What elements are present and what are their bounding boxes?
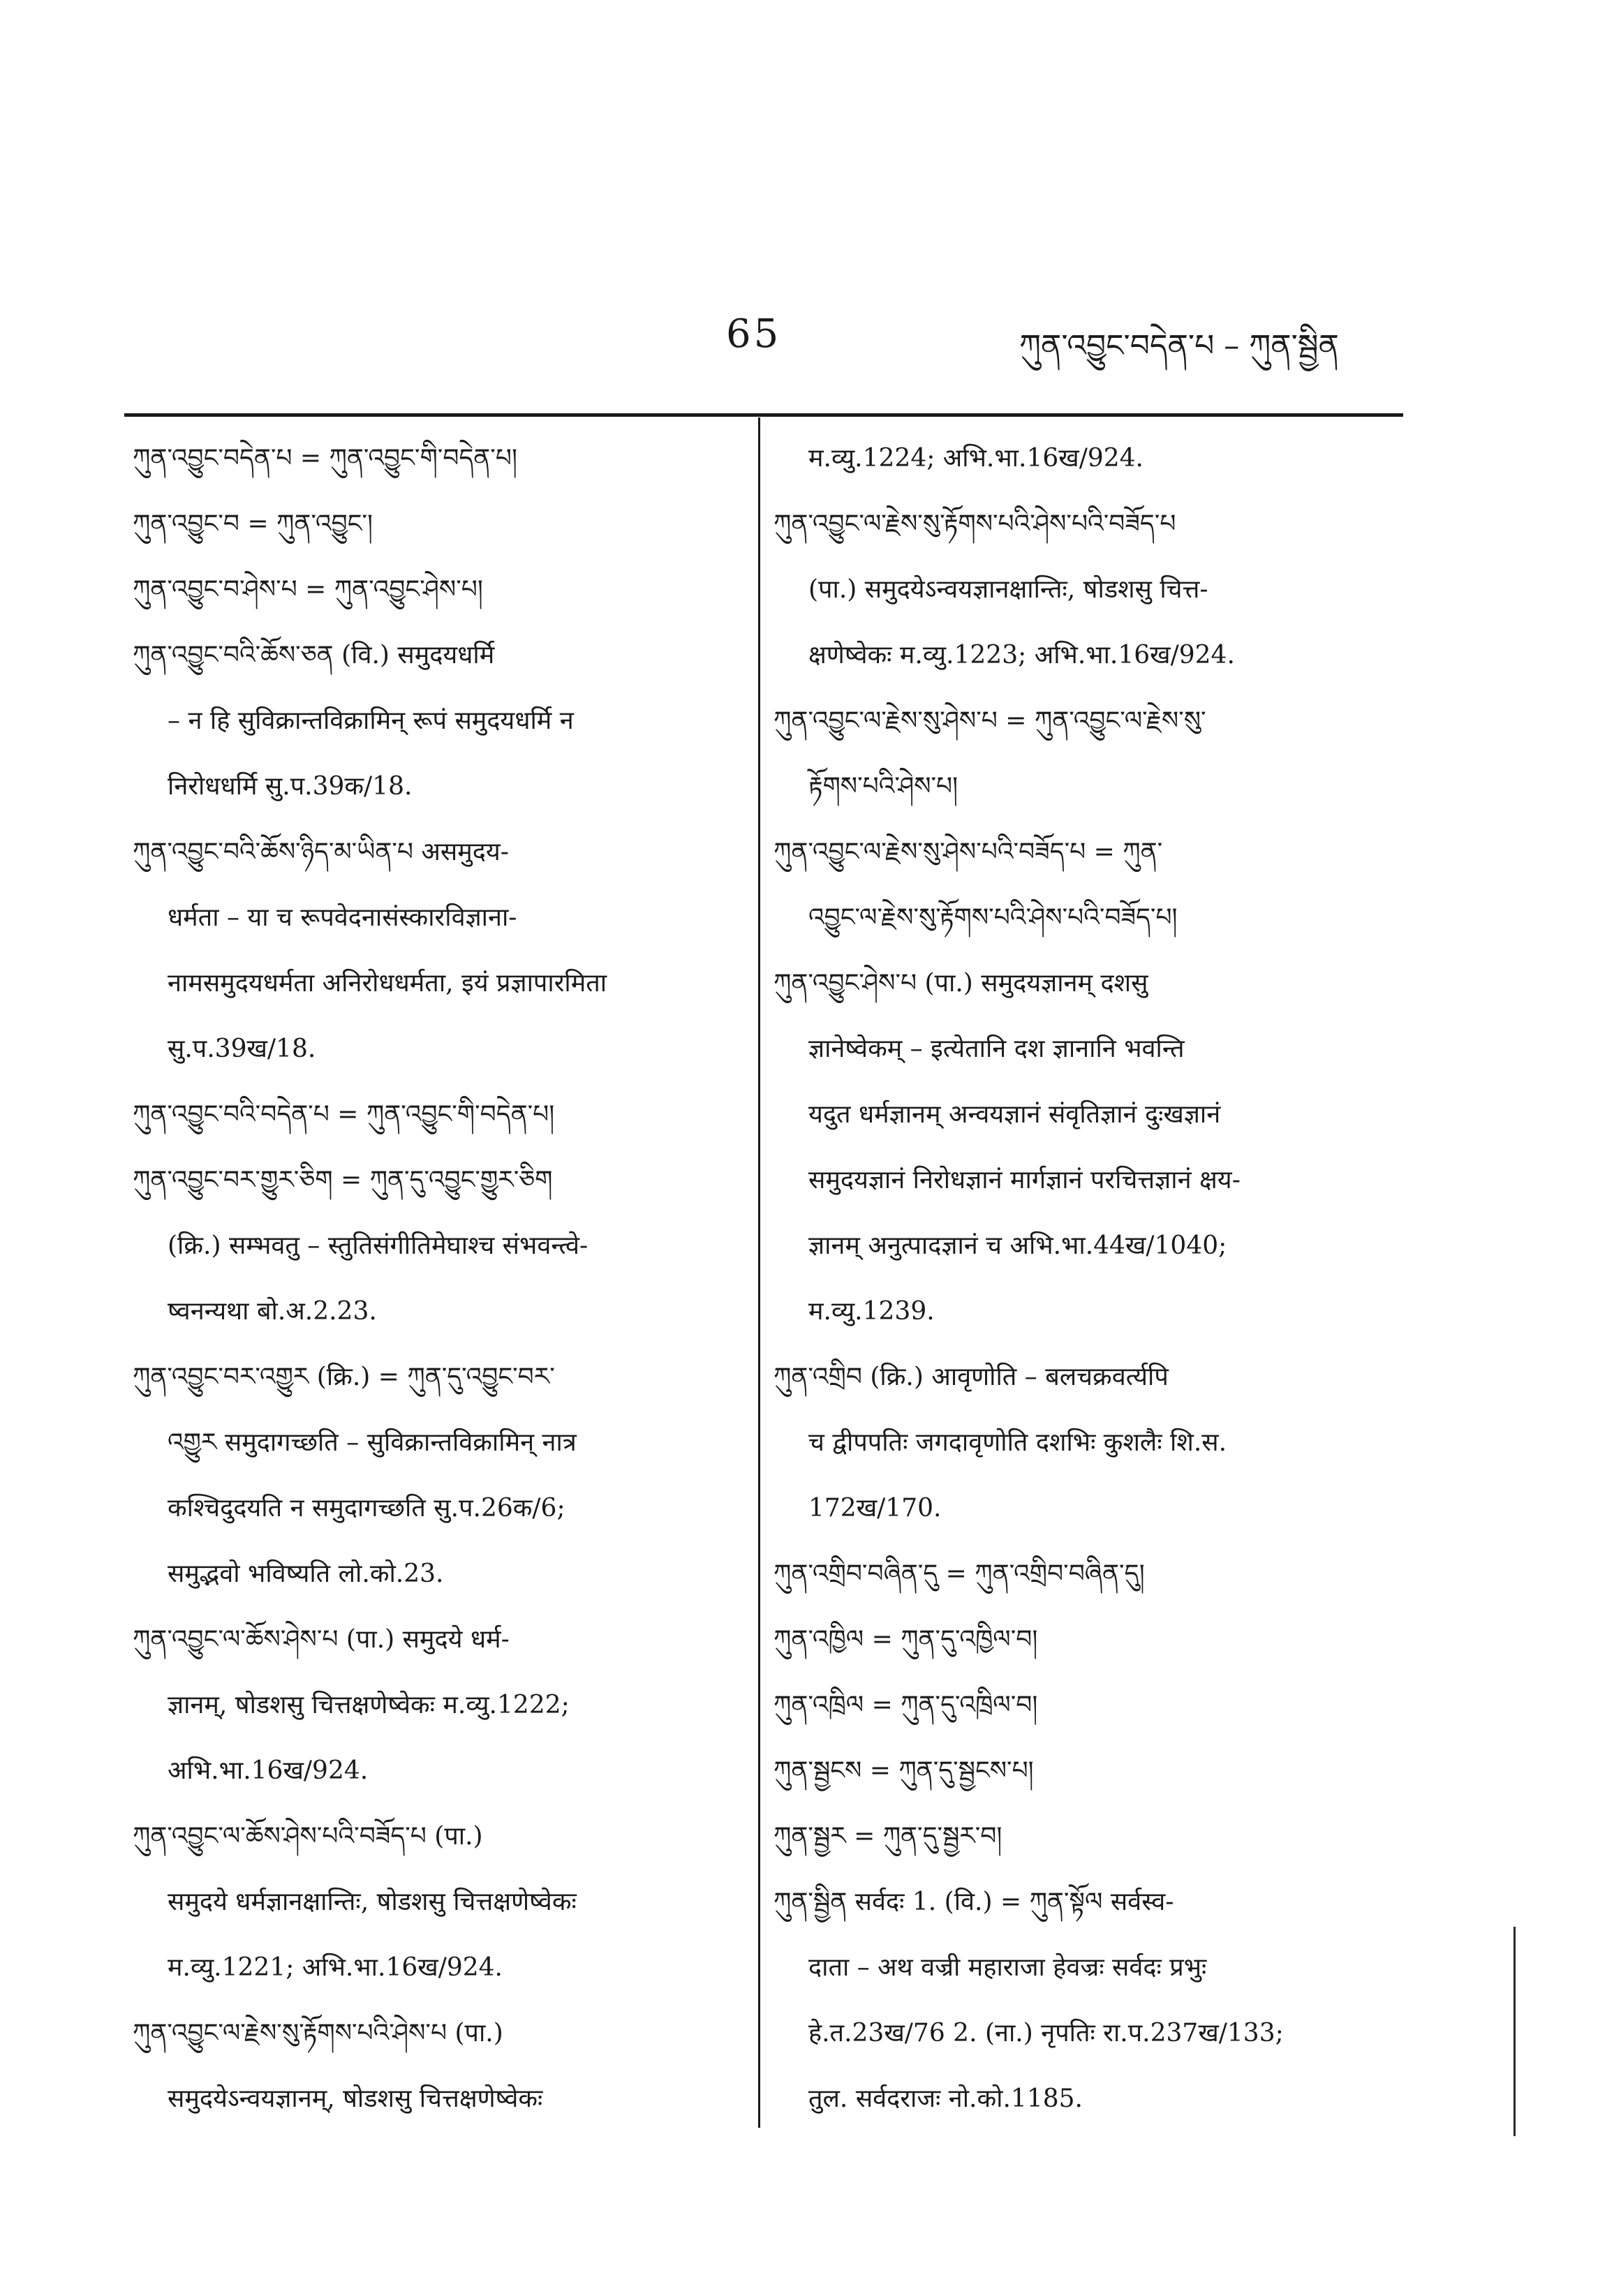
dictionary-entry xyxy=(133,1082,733,1148)
left-column xyxy=(133,426,733,2132)
entry-line: ज्ञानम् अनुत्पादज्ञानं च अभि.भा.44ख/1040; xyxy=(808,1231,1227,1260)
entry-line: 172ख/170. xyxy=(808,1494,942,1523)
column-divider xyxy=(758,417,760,2128)
entry-line: नामसमुदयधर्मता अनिरोधधर्मता, इयं प्रज्ञापारमिता xyxy=(168,969,607,998)
entry-line: यदुत धर्मज्ञानम् अन्वयज्ञानं संवृतिज्ञानं दुःखज्ञानं xyxy=(808,1100,1221,1129)
entry-line: ཀུན་འགྲིབ་བཞིན་དུ = ཀུན་འགྲིབ་བཞིན་དུ། xyxy=(774,1560,1145,1588)
entry-line: तुल. सर्वदराजः नो.को.1185. xyxy=(808,2084,1083,2113)
entry-line: समुदयज्ञानं निरोधज्ञानं मार्गज्ञानं परचित्तज्ञानं क्षय- xyxy=(808,1166,1241,1194)
entry-line: म.व्यु.1224; अभि.भा.16ख/924. xyxy=(808,444,1143,473)
running-title: ཀུན་འབྱུང་བདེན་པ – ཀུན་སྦྱིན xyxy=(1019,328,1339,364)
entry-line: ཀུན་འཁྱིལ = ཀུན་དུ་འཁྱིལ་བ། xyxy=(774,1625,1038,1654)
entry-line: ཀུན་སྦྱར = ཀུན་དུ་སྦྱར་བ། xyxy=(774,1822,1002,1851)
dictionary-entry xyxy=(133,557,733,623)
entry-line: ཀུན་འབྱུང་ལ་རྗེས་སུ་ཤེས་པའི་བཟོད་པ = ཀུན་ xyxy=(774,838,1163,866)
dictionary-entry xyxy=(133,491,733,557)
entry-line: क्षणेष्वेकः म.व्यु.1223; अभि.भा.16ख/924. xyxy=(808,641,1235,669)
dictionary-entry xyxy=(774,1673,1374,1738)
dictionary-entry xyxy=(774,1804,1374,1869)
entry-line: རྟོགས་པའི་ཤེས་པ། xyxy=(808,772,958,801)
entry-line: ཀུན་འབྱུང་ལ་རྗེས་སུ་རྟོགས་པའི་ཤེས་པའི་བཟོད་པ xyxy=(774,510,1176,538)
dictionary-entry xyxy=(133,1148,733,1345)
entry-line: ཀུན་སྦྱངས = ཀུན་དུ་སྦྱངས་པ། xyxy=(774,1756,1034,1785)
dictionary-entry xyxy=(774,951,1374,1345)
entry-line: च द्वीपपतिः जगदावृणोति दशभिः कुशलैः शि.स. xyxy=(808,1428,1227,1457)
entry-line: ཀུན་འབྱུང་བར་གྱུར་ཅིག = ཀུན་དུ་འབྱུང་གྱུར་ཅིག xyxy=(133,1166,553,1194)
dictionary-entry xyxy=(774,1345,1374,1541)
entry-line: འབྱུང་ལ་རྗེས་སུ་རྟོགས་པའི་ཤེས་པའི་བཟོད་པ། xyxy=(808,903,1178,932)
entry-line: ཀུན་འབྱུང་ལ་ཆོས་ཤེས་པ (पा.) समुदये धर्म- xyxy=(133,1625,510,1654)
dictionary-entry xyxy=(774,1738,1374,1804)
entry-line: हे.त.23ख/76 2. (ना.) नृपतिः रा.प.237ख/133; xyxy=(808,2019,1284,2047)
entry-line: कश्चिदुदयति न समुदागच्छति सु.प.26क/6; xyxy=(168,1494,565,1523)
entry-line: दाता – अथ वज्री महाराजा हेवज्रः सर्वदः प्रभुः xyxy=(808,1953,1207,1982)
entry-line: सु.प.39ख/18. xyxy=(168,1035,316,1063)
entry-line: ཀུན་འབྱུང་བའི་ཆོས་ཉིད་མ་ཡིན་པ असमुदय- xyxy=(133,838,509,866)
dictionary-entry xyxy=(133,1607,733,1804)
dictionary-entry xyxy=(133,2001,733,2132)
dictionary-entry xyxy=(774,688,1374,820)
entry-line: ཀུན་འབྱུང་བདེན་པ = ཀུན་འབྱུང་གི་བདེན་པ། xyxy=(133,444,517,473)
entry-line: ཀུན་འབྱུང་བ = ཀུན་འབྱུང་། xyxy=(133,510,373,538)
dictionary-entry xyxy=(133,426,733,491)
entry-line: འགྱུར समुदागच्छति – सुविक्रान्तविक्रामिन् नात्र xyxy=(168,1428,577,1457)
entry-line: निरोधधर्मि सु.प.39क/18. xyxy=(168,772,413,801)
entry-line: समुद्भवो भविष्यति लो.को.23. xyxy=(168,1560,444,1588)
dictionary-entry xyxy=(774,1869,1374,2132)
entry-line: धर्मता – या च रूपवेदनासंस्कारविज्ञाना- xyxy=(168,903,517,932)
entry-line: (क्रि.) सम्भवतु – स्तुतिसंगीतिमेघाश्च संभवन्त्वे- xyxy=(168,1231,589,1260)
entry-line: म.व्यु.1221; अभि.भा.16ख/924. xyxy=(168,1953,503,1982)
entry-line: म.व्यु.1239. xyxy=(808,1297,935,1326)
dictionary-entry xyxy=(774,820,1374,951)
entry-line: ཀུན་འབྱུང་བར་འགྱུར (क्रि.) = ཀུན་དུ་འབྱུང་བར་ xyxy=(133,1363,555,1391)
entry-line: अभि.भा.16ख/924. xyxy=(168,1756,369,1785)
entry-line: ཀུན་འབྱུང་ལ་རྗེས་སུ་ཤེས་པ = ཀུན་འབྱུང་ལ་རྗེས་སུ་ xyxy=(774,706,1206,735)
dictionary-entry xyxy=(774,426,1374,491)
dictionary-entry xyxy=(774,1607,1374,1673)
entry-line: ཀུན་འབྱུང་བའི་བདེན་པ = ཀུན་འབྱུང་གི་བདེན་པ། xyxy=(133,1100,555,1129)
dictionary-entry xyxy=(133,623,733,820)
entry-line: ज्ञानम्, षोडशसु चित्तक्षणेष्वेकः म.व्यु.1222; xyxy=(168,1691,570,1719)
margin-mark xyxy=(1513,1927,1516,2136)
right-column xyxy=(774,426,1374,2132)
entry-line: ष्वनन्यथा बो.अ.2.23. xyxy=(168,1297,377,1326)
entry-line: ཀུན་འབྱུང་ལ་ཆོས་ཤེས་པའི་བཟོད་པ (पा.) xyxy=(133,1822,483,1851)
dictionary-entry xyxy=(133,1804,733,2001)
entry-line: समुदयेऽन्वयज्ञानम्, षोडशसु चित्तक्षणेष्वेकः xyxy=(168,2084,543,2113)
entry-line: – न हि सुविक्रान्तविक्रामिन् रूपं समुदयधर्मि न xyxy=(168,706,574,735)
entry-line: ཀུན་འཁྲིལ = ཀུན་དུ་འཁྲིལ་བ། xyxy=(774,1691,1038,1719)
entry-line: ཀུན་སྦྱིན सर्वदः 1. (वि.) = ཀུན་སྟོལ सर्वस्व- xyxy=(774,1888,1174,1916)
entry-line: समुदये धर्मज्ञानक्षान्तिः, षोडशसु चित्तक्षणेष्वेकः xyxy=(168,1888,577,1916)
entry-line: ཀུན་འགྲིབ (क्रि.) आवृणोति – बलचक्रवर्त्यपि xyxy=(774,1363,1169,1391)
entry-line: (पा.) समुदयेऽन्वयज्ञानक्षान्तिः, षोडशसु चित्त- xyxy=(808,575,1208,604)
entry-line: ཀུན་འབྱུང་ཤེས་པ (पा.) समुदयज्ञानम् दशसु xyxy=(774,969,1148,998)
page-number: 65 xyxy=(726,311,782,357)
dictionary-entry xyxy=(774,491,1374,688)
header-rule xyxy=(124,413,1403,417)
entry-line: ज्ञानेष्वेकम् – इत्येतानि दश ज्ञानानि भवन्ति xyxy=(808,1035,1185,1063)
dictionary-entry xyxy=(133,1345,733,1607)
entry-line: ཀུན་འབྱུང་བ་ཤེས་པ = ཀུན་འབྱུང་ཤེས་པ། xyxy=(133,575,483,604)
entry-line: ཀུན་འབྱུང་བའི་ཆོས་ཅན (वि.) समुदयधर्मि xyxy=(133,641,495,669)
entry-line: ཀུན་འབྱུང་ལ་རྗེས་སུ་རྟོགས་པའི་ཤེས་པ (पा.) xyxy=(133,2019,503,2047)
dictionary-entry xyxy=(133,820,733,1082)
dictionary-entry xyxy=(774,1541,1374,1607)
